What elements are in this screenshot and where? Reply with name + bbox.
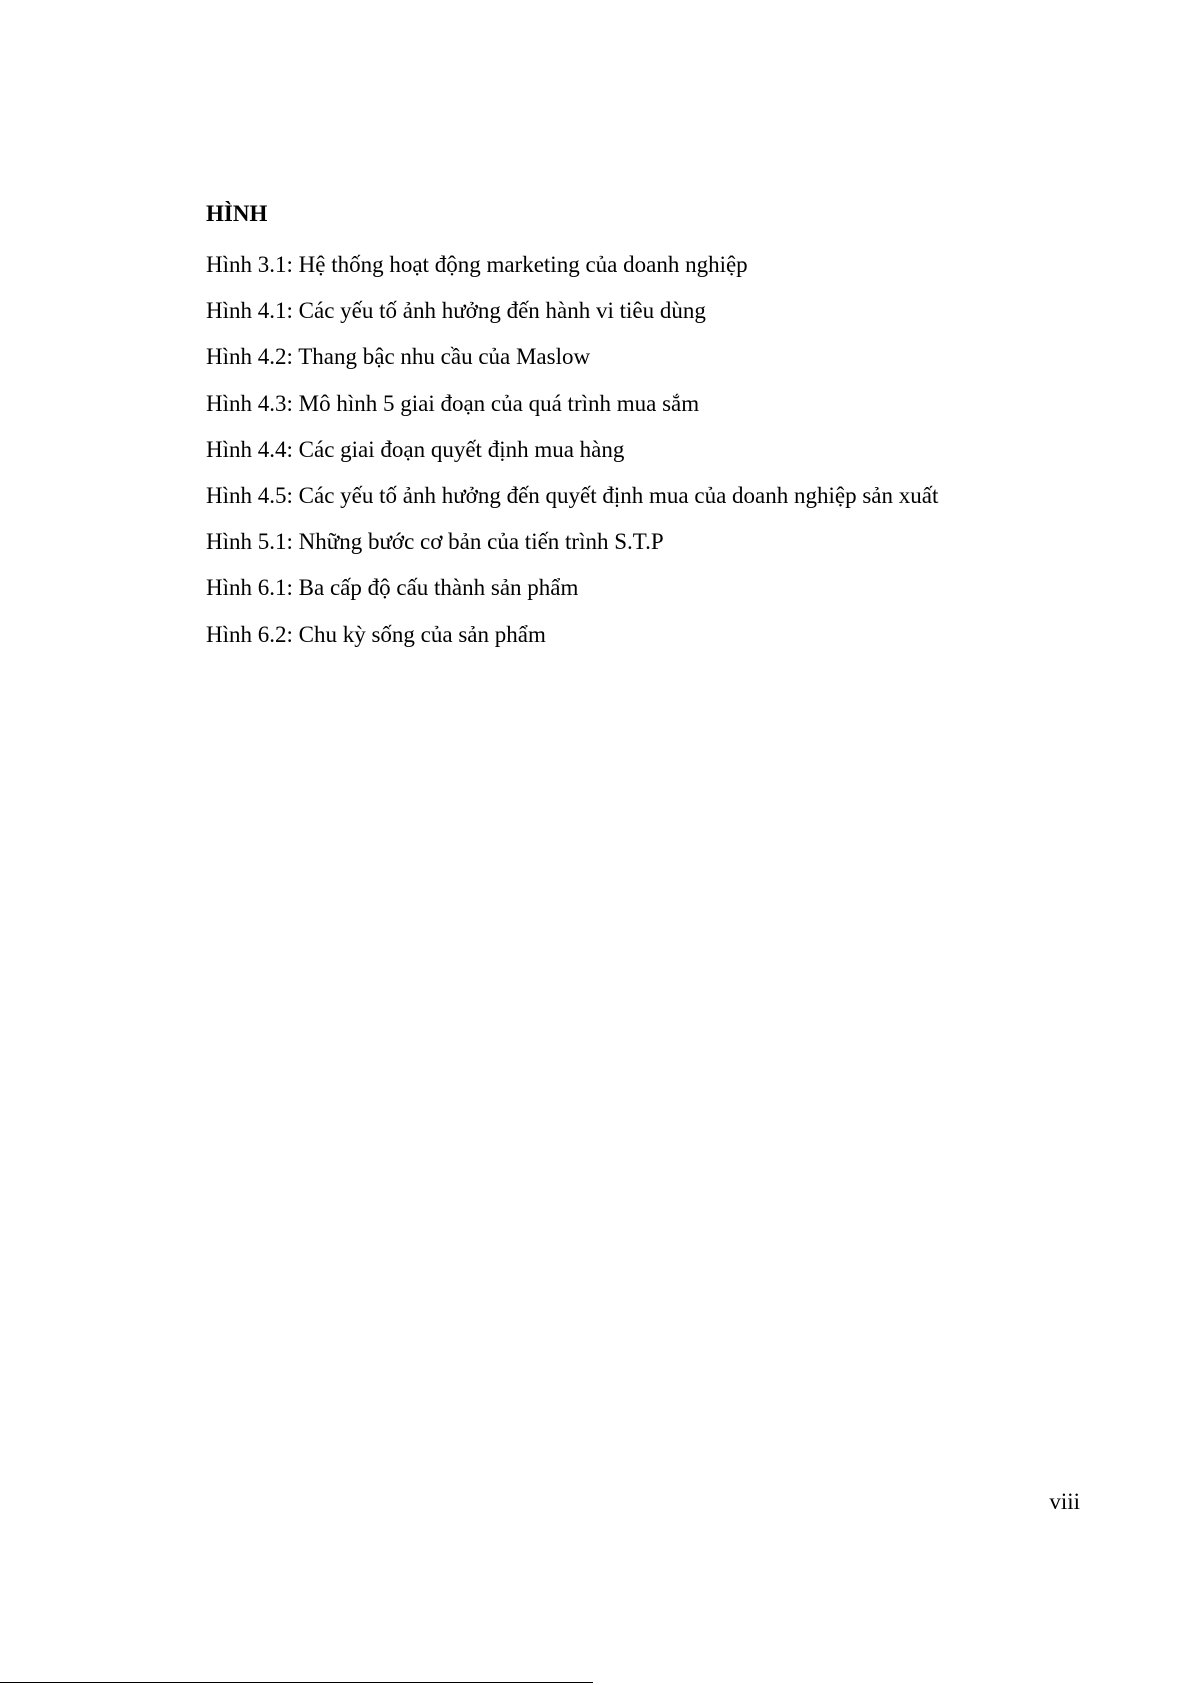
figure-list [206,242,1086,658]
figure-entry: Hình 6.2: Chu kỳ sống của sản phẩm [206,621,546,647]
figure-entry: Hình 3.1: Hệ thống hoạt động marketing của doanh nghiệp [206,252,748,277]
figure-entry: Hình 4.5: Các yếu tố ảnh hưởng đến quyết định mua của doanh nghiệp sản xuất [206,483,939,509]
figure-index [206,196,1086,658]
figure-entry: Hình 4.1: Các yếu tố ảnh hưởng đến hành vi tiêu dùng [206,298,706,324]
footer-divider [0,1682,593,1683]
figure-entry: Hình 4.4: Các giai đoạn quyết định mua hàng [206,436,625,462]
figure-entry: Hình 4.2: Thang bậc nhu cầu của Maslow [206,344,591,370]
figure-entry: Hình 4.3: Mô hình 5 giai đoạn của quá trình mua sắm [206,390,700,416]
figure-entry: Hình 5.1: Những bước cơ bản của tiến trình S.T.P [206,529,664,555]
figure-entry: Hình 6.1: Ba cấp độ cấu thành sản phẩm [206,575,579,601]
section-heading: HÌNH [206,201,268,226]
page-number: viii [1049,1489,1080,1514]
